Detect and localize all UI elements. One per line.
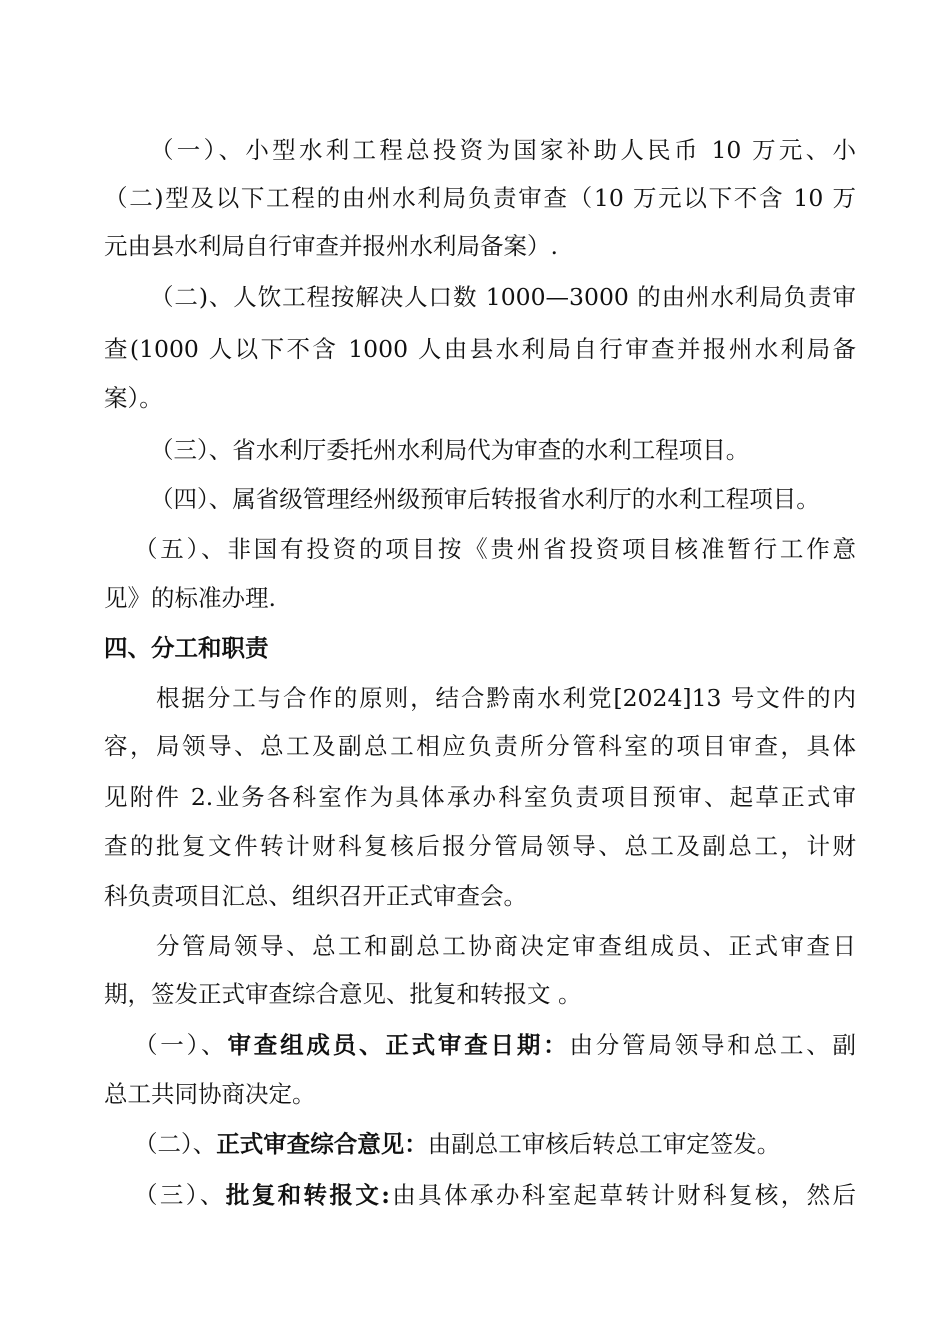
para-8-rest: 由分管局领导和总工、副 (569, 1031, 856, 1059)
para-10-rest: 由具体承办科室起草转计财科复核，然后 (389, 1181, 856, 1209)
para-9-prefix: （二）、 (134, 1130, 217, 1158)
para-9-rest: 由副总工审核后转总工审定签发。 (427, 1130, 781, 1158)
para-8-prefix: （一）、 (134, 1031, 228, 1059)
para-2-line-3: 案）。 (104, 384, 163, 412)
para-4-line-1: （四）、属省级管理经州级预审后转报省水利厅的水利工程项目。 (150, 485, 820, 513)
para-9-line-1 (134, 1122, 886, 1166)
para-5-line-2: 见》的标准办理. (104, 584, 276, 612)
para-8-line-1 (134, 1023, 856, 1067)
para-5-line-1: （五）、非国有投资的项目按《贵州省投资项目核准暂行工作意 (134, 535, 856, 563)
para-10-prefix: （三）、 (134, 1181, 226, 1209)
para-10-bold-term: 批复和转报文: (225, 1181, 390, 1209)
para-3-line-1: （三）、省水利厅委托州水利局代为审查的水利工程项目。 (150, 436, 750, 464)
para-7-line-1: 分管局领导、总工和副总工协商决定审查组成员、正式审查日 (156, 932, 856, 960)
para-9-bold-term: 正式审查综合意见： (216, 1130, 428, 1158)
para-1-line-2: （二)型及以下工程的由州水利局负责审查（10 万元以下不含 10 万 (104, 184, 856, 212)
para-7-line-2: 期，签发正式审查综合意见、批复和转报文 。 (104, 980, 582, 1008)
para-2-line-2: 查(1000 人以下不含 1000 人由县水利局自行审查并报州水利局备 (104, 335, 856, 363)
para-6-line-2: 容，局领导、总工及副总工相应负责所分管科室的项目审查，具体 (104, 732, 856, 760)
para-8-bold-term: 审查组成员、正式审查日期： (227, 1031, 570, 1059)
para-6-line-4: 查的批复文件转计财科复核后报分管局领导、总工及副总工，计财 (104, 832, 856, 860)
para-6-line-3: 见附件 2.业务各科室作为具体承办科室负责项目预审、起草正式审 (104, 783, 856, 811)
para-6-line-1: 根据分工与合作的原则，结合黔南水利党[2024]13 号文件的内 (156, 684, 856, 712)
para-6-line-5: 科负责项目汇总、组织召开正式审查会。 (104, 882, 527, 910)
para-1-line-1: （一）、小型水利工程总投资为国家补助人民币 10 万元、小 (150, 136, 856, 164)
para-1-line-3: 元由县水利局自行审查并报州水利局备案）. (104, 232, 558, 260)
para-2-line-1: （二)、人饮工程按解决人口数 1000—3000 的由州水利局负责审 (150, 283, 856, 311)
para-8-line-2: 总工共同协商决定。 (104, 1080, 316, 1108)
section-heading: 四、分工和职责 (104, 634, 269, 662)
para-10-line-1 (134, 1173, 856, 1217)
